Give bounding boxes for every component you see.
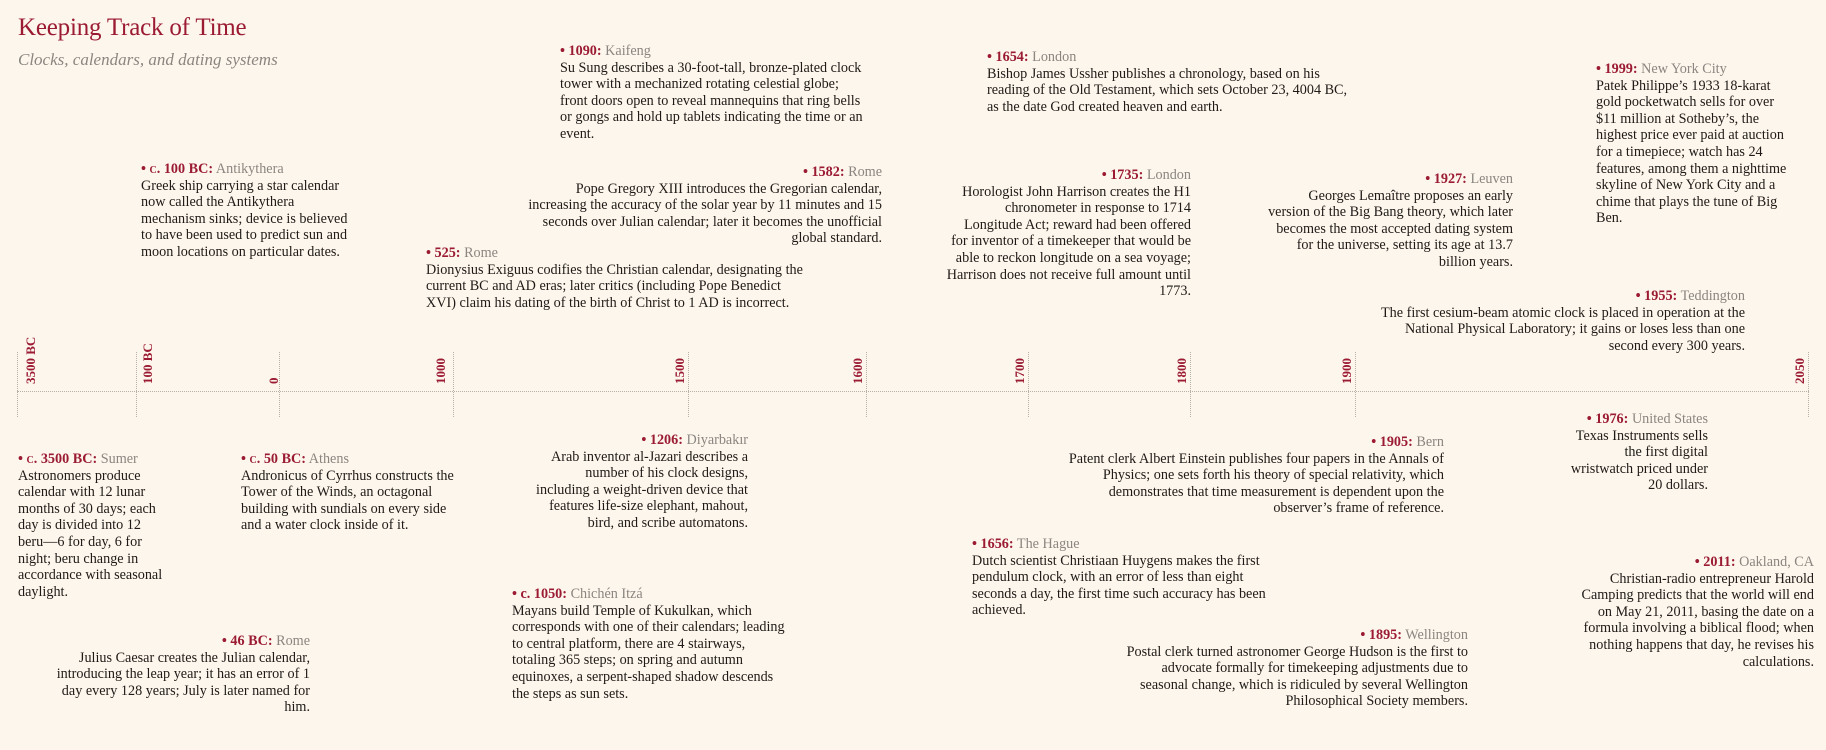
- event-description: Andronicus of Cyrrhus constructs the Tower of the Winds, an octagonal building with sundials on every side and a water clock inside of it.: [241, 467, 454, 534]
- event-date: • 1656:: [972, 536, 1014, 552]
- event-date: • c. 3500 BC:: [18, 451, 98, 467]
- event-description: Bishop James Ussher publishes a chronology, based on his reading of the Old Testament, which sets October 23, 4004 BC, as the date God created heaven and earth.: [987, 65, 1348, 115]
- tick-label-1700: 1700: [1012, 358, 1027, 384]
- tick-label-3500bc: 3500 BC: [23, 336, 38, 384]
- event-oakland: [1570, 554, 1814, 670]
- event-place: Bern: [1416, 434, 1444, 450]
- event-description: Horologist John Harrison creates the H1 chronometer in response to 1714 Longitude Act; reward had been offered for inventor of a timekeeper that would be able to reckon longitude on a sea voyage; Harrison does not receive full amount until 1773.: [946, 183, 1191, 300]
- event-rome-46bc: [50, 633, 310, 716]
- event-date: • 1735:: [1101, 167, 1144, 183]
- event-place: Rome: [276, 633, 310, 649]
- event-place: Athens: [308, 451, 349, 467]
- event-description: Greek ship carrying a star calendar now called the Antikythera mechanism sinks; device is believed to have been used to predict sun and moon locations on particular dates.: [141, 177, 348, 260]
- timeline-axis: [17, 391, 1809, 392]
- tick-label-100bc: 100 BC: [140, 343, 155, 384]
- tick-1000: [453, 352, 454, 417]
- event-description: Julius Caesar creates the Julian calendar, introducing the leap year; it has an error of 1 day every 128 years; July is later named for him.: [56, 649, 310, 716]
- event-place: Diyarbakır: [686, 432, 748, 448]
- event-date: • 2011:: [1694, 554, 1736, 570]
- event-date: • 1654:: [987, 49, 1029, 65]
- event-place: London: [1032, 49, 1077, 65]
- tick-1900: [1355, 352, 1356, 417]
- event-date: • 1999:: [1596, 61, 1638, 77]
- event-description: Dutch scientist Christiaan Huygens makes the first pendulum clock, with an error of less than eight seconds a day, the first time such accuracy has been achieved.: [972, 552, 1266, 619]
- event-date: • 1895:: [1360, 627, 1402, 643]
- event-athens: [241, 451, 456, 534]
- event-description: Patent clerk Albert Einstein publishes four papers in the Annals of Physics; one sets forth his theory of special relativity, which demonstrates that time measurement is dependent upon the observer’s frame of reference.: [1068, 450, 1444, 517]
- tick-0: [279, 352, 280, 417]
- page-subtitle: Clocks, calendars, and dating systems: [18, 50, 278, 69]
- event-description: Postal clerk turned astronomer George Hudson is the first to advocate formally for timekeeping adjustments due to seasonal change, which is ridiculed by several Wellington Philosophical Society members.: [1126, 643, 1468, 710]
- event-place: Chichén Itzá: [570, 586, 643, 602]
- event-description: Georges Lemaître proposes an early version of the Big Bang theory, which later becomes the most accepted dating system for the universe, setting its age at 13.7 billion years.: [1268, 187, 1513, 270]
- event-date: • 525:: [426, 245, 461, 261]
- event-place: Rome: [464, 245, 498, 261]
- event-place: The Hague: [1016, 536, 1080, 552]
- event-place: Sumer: [100, 451, 138, 467]
- event-date: • c. 100 BC:: [141, 161, 214, 177]
- event-place: Antikythera: [215, 161, 284, 177]
- event-sumer: [18, 451, 168, 600]
- event-wellington: [1115, 627, 1468, 710]
- event-bern: [1060, 434, 1444, 517]
- event-place: Oakland, CA: [1739, 554, 1814, 570]
- event-london-1654: [987, 49, 1357, 115]
- event-kaifeng: [560, 43, 865, 143]
- tick-label-1000: 1000: [433, 358, 448, 384]
- event-rome-1582: [520, 164, 882, 247]
- event-date: • 1976:: [1586, 411, 1629, 427]
- tick-2050: [1808, 352, 1809, 417]
- event-date: • 1905:: [1371, 434, 1413, 450]
- event-teddington: [1370, 288, 1745, 354]
- event-place: Teddington: [1680, 288, 1745, 304]
- event-the-hague: [972, 536, 1272, 619]
- event-united-states: [1560, 411, 1708, 494]
- tick-label-1900: 1900: [1339, 358, 1354, 384]
- tick-label-0: 0: [266, 377, 281, 384]
- event-description: Mayans build Temple of Kukulkan, which corresponds with one of their calendars; leading to central platform, there are 4 stairways, totaling 365 steps; on spring and autumn equinoxes, a serpent-shaped shadow descends the steps as sun sets.: [512, 602, 785, 702]
- tick-label-1500: 1500: [672, 358, 687, 384]
- tick-1800: [1190, 352, 1191, 417]
- tick-label-1800: 1800: [1174, 358, 1189, 384]
- event-rome-525: [426, 245, 806, 311]
- event-date: • c. 50 BC:: [241, 451, 306, 467]
- tick-1600: [866, 352, 867, 417]
- event-place: New York City: [1641, 61, 1727, 77]
- event-place: London: [1146, 167, 1191, 183]
- event-place: Leuven: [1470, 171, 1513, 187]
- event-description: Su Sung describes a 30-foot-tall, bronze-plated clock tower with a mechanized rotating celestial globe; front doors open to reveal mannequins that ring bells or gongs and hold up tablets indicating the time or an event.: [560, 59, 863, 142]
- tick-label-1600: 1600: [850, 358, 865, 384]
- event-date: • 1090:: [560, 43, 602, 59]
- tick-1700: [1028, 352, 1029, 417]
- event-date: • 1582:: [802, 164, 845, 180]
- event-description: Texas Instruments sells the first digital wristwatch priced under 20 dollars.: [1570, 427, 1708, 494]
- event-description: The first cesium-beam atomic clock is placed in operation at the National Physical Laboratory; it gains or loses less than one second every 300 years.: [1380, 304, 1745, 354]
- event-place: United States: [1631, 411, 1708, 427]
- event-description: Patek Philippe’s 1933 18-karat gold pocketwatch sells for over $11 million at Sotheby’s, the highest price ever paid at auction for a timepiece; watch has 24 features, among them a nighttime skyline of New York City and a chime that plays the tune of Big Ben.: [1596, 77, 1787, 227]
- event-date: • 46 BC:: [221, 633, 273, 649]
- event-description: Dionysius Exiguus codifies the Christian calendar, designating the current BC and AD eras; later critics (including Pope Benedict XVI) claim his dating of the birth of Christ to 1 AD is incorrect.: [426, 261, 803, 311]
- tick-3500bc: [17, 352, 18, 417]
- event-place: Wellington: [1405, 627, 1468, 643]
- event-place: Kaifeng: [605, 43, 651, 59]
- tick-100bc: [136, 352, 137, 417]
- event-date: • 1927:: [1425, 171, 1467, 187]
- event-date: • 1206:: [641, 432, 683, 448]
- event-date: • c. 1050:: [512, 586, 568, 602]
- event-chichen-itza: [512, 586, 787, 702]
- event-description: Astronomers produce calendar with 12 lunar months of 30 days; each day is divided into 12 beru—6 for day, 6 for night; beru change in accordance with seasonal daylight.: [18, 467, 163, 600]
- event-date: • 1955:: [1635, 288, 1678, 304]
- tick-label-2050: 2050: [1792, 358, 1807, 384]
- event-description: Christian-radio entrepreneur Harold Camping predicts that the world will end on May 21, 2011, basing the date on a formula involving a biblical flood; when nothing happens that day, he revises his calculations.: [1581, 570, 1814, 670]
- event-description: Pope Gregory XIII introduces the Gregorian calendar, increasing the accuracy of the solar year by 11 minutes and 15 seconds over Julian calendar; later it becomes the unofficial global standard.: [528, 180, 882, 247]
- event-diyarbakir: [535, 432, 748, 532]
- event-new-york: [1596, 61, 1796, 227]
- event-antikythera: [141, 161, 356, 261]
- event-description: Arab inventor al-Jazari describes a number of his clock designs, including a weight-driven device that features life-size elephant, mahout, bird, and scribe automatons.: [536, 448, 748, 531]
- event-place: Rome: [848, 164, 882, 180]
- page-title: Keeping Track of Time: [18, 14, 247, 41]
- event-london-1735: [945, 167, 1191, 300]
- tick-1500: [688, 352, 689, 417]
- event-leuven: [1265, 171, 1513, 271]
